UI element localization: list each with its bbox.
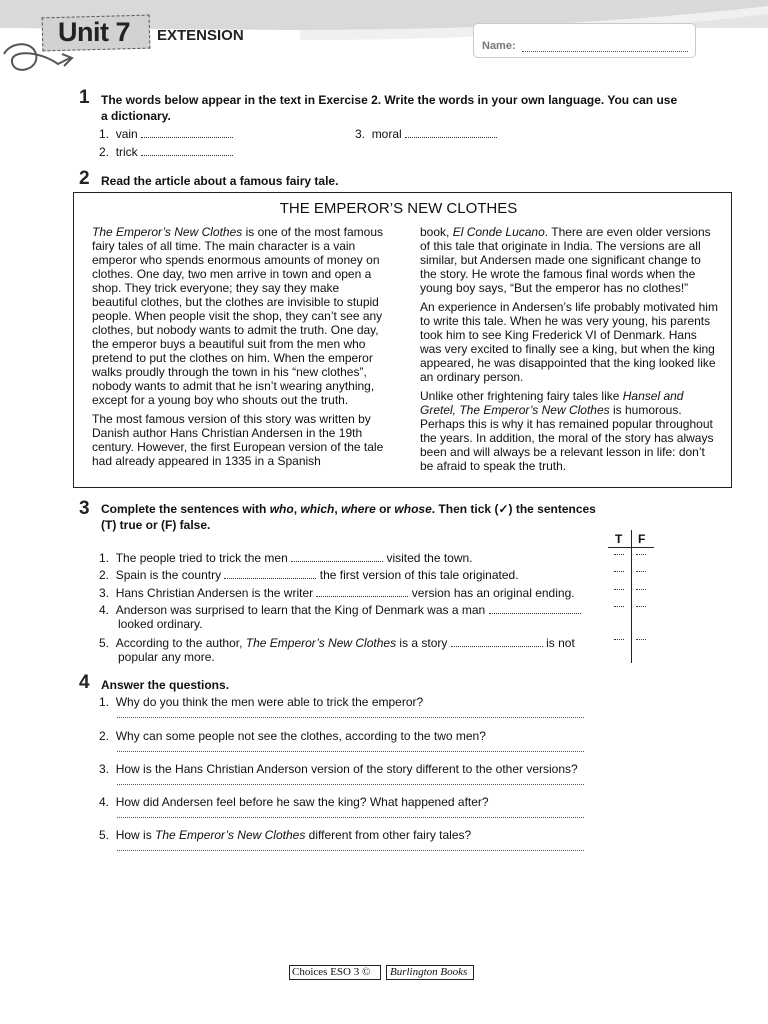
section-label: EXTENSION — [157, 27, 244, 44]
word-item: 1. vain — [99, 127, 233, 141]
exercise-number: 4 — [79, 672, 90, 693]
footer-copyright: Choices ESO 3 © — [292, 966, 371, 978]
exercise-number: 3 — [79, 498, 90, 519]
true-column-header: T — [615, 532, 623, 546]
exercise-number: 1 — [79, 87, 90, 108]
name-label: Name: — [482, 40, 516, 52]
answer-blank[interactable] — [141, 145, 233, 156]
answer-blank[interactable] — [489, 603, 581, 614]
question-item: 3. How is the Hans Christian Anderson version of the story different to the other versions? — [99, 762, 578, 776]
footer-publisher: Burlington Books — [390, 966, 468, 978]
false-tick-blank[interactable] — [636, 639, 646, 640]
unit-label: Unit 7 — [58, 17, 131, 47]
sentence-item: 4. Anderson was surprised to learn that the King of Denmark was a man looked ordinary. — [99, 603, 599, 631]
article-left-column — [92, 225, 384, 473]
question-item: 4. How did Andersen feel before he saw the king? What happened after? — [99, 795, 489, 809]
name-input-line[interactable] — [522, 51, 688, 52]
answer-blank[interactable] — [141, 127, 233, 138]
answer-blank[interactable] — [316, 586, 408, 597]
sentence-item: 3. Hans Christian Andersen is the writer version has an original ending. — [99, 586, 575, 600]
answer-blank[interactable] — [405, 127, 497, 138]
exercise-number: 2 — [79, 168, 90, 189]
article-title: THE EMPEROR’S NEW CLOTHES — [279, 200, 518, 217]
article-right-column — [420, 225, 720, 478]
article-paragraph: Unlike other frightening fairy tales like Hansel and Gretel, The Emperor’s New Clothes is humorous. Perhaps this is why it has remained popular throughout the years. In addition, the moral of the story has always been and will always be a relevant lesson in life: don’t be afraid to speak the truth. — [420, 389, 714, 473]
answer-line[interactable] — [117, 784, 584, 785]
answer-blank[interactable] — [451, 636, 543, 647]
false-tick-blank[interactable] — [636, 554, 646, 555]
question-item: 2. Why can some people not see the clothes, according to the two men? — [99, 729, 486, 743]
answer-line[interactable] — [117, 717, 584, 718]
answer-line[interactable] — [117, 850, 584, 851]
question-item: 1. Why do you think the men were able to trick the emperor? — [99, 695, 424, 709]
true-tick-blank[interactable] — [614, 639, 624, 640]
exercise-instruction: Read the article about a famous fairy tale. — [101, 174, 339, 188]
sentence-item: 2. Spain is the country the first version of this tale originated. — [99, 568, 519, 582]
false-tick-blank[interactable] — [636, 571, 646, 572]
exercise-instruction: Answer the questions. — [101, 678, 230, 692]
answer-line[interactable] — [117, 817, 584, 818]
true-tick-blank[interactable] — [614, 606, 624, 607]
word-item: 2. trick — [99, 145, 233, 159]
name-field[interactable] — [473, 23, 696, 58]
article-paragraph: The most famous version of this story was written by Danish author Hans Christian Andersen in the 19th century. However, the first European version of the tale had already appeared in 1335 in a Spanish — [92, 412, 384, 468]
article-paragraph: An experience in Andersen’s life probably motivated him to write this tale. When he was very young, his parents took him to see King Frederick VI of Denmark. Hans was very excited to finally see a king, but when the king appeared, he was disappointed that the king looked like an ordinary person. — [420, 300, 718, 384]
true-tick-blank[interactable] — [614, 571, 624, 572]
article-paragraph: The Emperor’s New Clothes is one of the most famous fairy tales of all time. The main character is a vain emperor who spends enormous amounts of money on clothes. One day, two men arrive in town and open a shop. They trick everyone; they say they make beautiful clothes, but the clothes are invisible to stupid people. When people visit the shop, they can’t see any clothes, but nobody wants to admit the truth. One day, the emperor buys a beautiful suit from the men who pretend to put the clothes on him. When the emperor walks proudly through the town in his “new clothes”, nobody wants to admit that he isn’t wearing anything, except for a young boy who shouts out the truth. — [92, 225, 384, 407]
exercise-instruction: Complete the sentences with who, which, where or whose. Then tick (✓) the sentences (T) true or (F) false. — [101, 502, 596, 532]
exercise-instruction: The words below appear in the text in Exercise 2. Write the words in your own language. You can use a dictionary. — [101, 93, 678, 123]
true-tick-blank[interactable] — [614, 589, 624, 590]
sentence-item: 5. According to the author, The Emperor’s New Clothes is a story is not popular any more. — [99, 636, 575, 664]
sentence-item: 1. The people tried to trick the men visited the town. — [99, 551, 473, 565]
tf-header-rule — [608, 547, 654, 548]
word-item: 3. moral — [355, 127, 497, 141]
true-tick-blank[interactable] — [614, 554, 624, 555]
false-column-header: F — [638, 532, 646, 546]
answer-blank[interactable] — [291, 551, 383, 562]
answer-blank[interactable] — [224, 568, 316, 579]
answer-line[interactable] — [117, 751, 584, 752]
false-tick-blank[interactable] — [636, 589, 646, 590]
question-item: 5. How is The Emperor’s New Clothes different from other fairy tales? — [99, 828, 472, 842]
tf-divider — [631, 530, 632, 663]
article-paragraph: book, El Conde Lucano. There are even older versions of this tale that originate in India. The versions are all similar, but Andersen made one significant change to the story. He wrote the famous final words when the young boy says, “But the emperor has no clothes!” — [420, 225, 711, 295]
false-tick-blank[interactable] — [636, 606, 646, 607]
